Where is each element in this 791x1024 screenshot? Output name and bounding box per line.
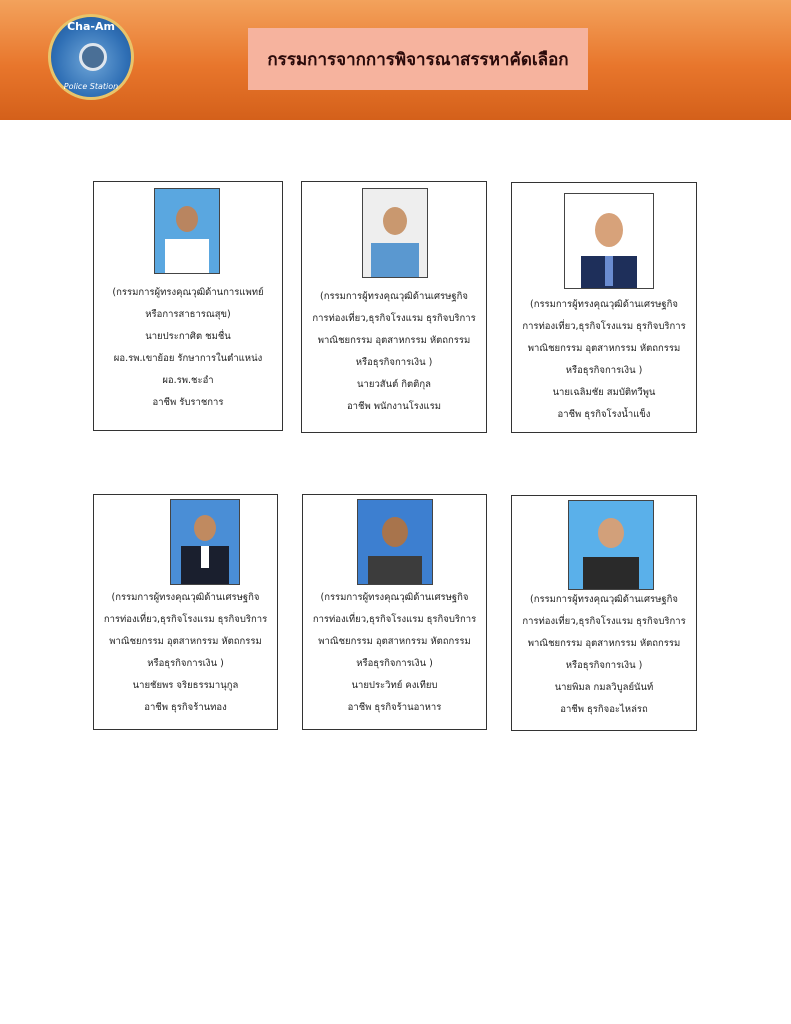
member-occupation: อาชีพ ธุรกิจอะไหล่รถ <box>560 704 648 715</box>
member-role: หรือธุรกิจการเงิน ) <box>565 660 643 671</box>
member-occupation: อาชีพ รับราชการ <box>152 397 224 408</box>
member-role: พาณิชยกรรม อุตสาหกรรม หัตถกรรม <box>527 638 681 649</box>
logo-text-top: Cha-Am <box>67 20 115 33</box>
steering-wheel-icon <box>79 43 107 71</box>
member-role: (กรรมการผู้ทรงคุณวุฒิด้านเศรษฐกิจ <box>320 291 468 302</box>
member-role: หรือธุรกิจการเงิน ) <box>355 357 433 368</box>
member-card <box>93 494 278 730</box>
member-name: นายประกาศิต ชมชื่น <box>145 331 231 342</box>
member-role: (กรรมการผู้ทรงคุณวุฒิด้านการแพทย์ <box>112 287 264 298</box>
member-name: นายประวิทย์ คงเทียบ <box>351 680 438 691</box>
page-title: กรรมการจากการพิจารณาสรรหาคัดเลือก <box>267 49 569 70</box>
member-role: หรือธุรกิจการเงิน ) <box>356 658 433 669</box>
member-role: (กรรมการผู้ทรงคุณวุฒิด้านเศรษฐกิจ <box>111 592 260 603</box>
member-role: พาณิชยกรรม อุตสาหกรรม หัตถกรรม <box>527 343 681 354</box>
member-role: หรือการสาธารณสุข) <box>145 309 231 320</box>
member-role: การท่องเที่ยว,ธุรกิจโรงแรม ธุรกิจบริการ <box>522 321 686 332</box>
member-role: พาณิชยกรรม อุตสาหกรรม หัตถกรรม <box>317 335 471 346</box>
member-photo <box>357 499 433 585</box>
member-name: นายชัยพร จริยธรรมานุกูล <box>132 680 239 691</box>
member-card <box>302 494 487 730</box>
logo-text-bottom: Police Station <box>63 82 119 91</box>
member-role: หรือธุรกิจการเงิน ) <box>565 365 643 376</box>
member-photo <box>564 193 654 289</box>
member-role: การท่องเที่ยว,ธุรกิจโรงแรม ธุรกิจบริการ <box>522 616 686 627</box>
member-card <box>93 181 283 431</box>
member-role: การท่องเที่ยว,ธุรกิจโรงแรม ธุรกิจบริการ <box>103 614 268 625</box>
title-banner <box>248 28 588 90</box>
page-header <box>0 0 791 120</box>
member-card <box>511 182 697 433</box>
member-role: (กรรมการผู้ทรงคุณวุฒิด้านเศรษฐกิจ <box>530 299 678 310</box>
member-occupation: อาชีพ ธุรกิจร้านอาหาร <box>347 702 442 713</box>
member-position: ผอ.รพ.เขาย้อย รักษาการในตำแหน่ง <box>113 353 263 364</box>
member-card <box>301 181 487 433</box>
member-occupation: อาชีพ ธุรกิจร้านทอง <box>144 702 227 713</box>
member-photo <box>170 499 240 585</box>
member-role: (กรรมการผู้ทรงคุณวุฒิด้านเศรษฐกิจ <box>530 594 678 605</box>
member-occupation: อาชีพ พนักงานโรงแรม <box>346 401 442 412</box>
member-photo <box>568 500 654 590</box>
member-role: หรือธุรกิจการเงิน ) <box>147 658 224 669</box>
member-role: (กรรมการผู้ทรงคุณวุฒิด้านเศรษฐกิจ <box>320 592 469 603</box>
member-photo <box>362 188 428 278</box>
member-role: พาณิชยกรรม อุตสาหกรรม หัตถกรรม <box>318 636 471 647</box>
member-role: พาณิชยกรรม อุตสาหกรรม หัตถกรรม <box>109 636 262 647</box>
member-card <box>511 495 697 731</box>
member-name: นายพิมล กมลวิบูลย์นันท์ <box>554 682 654 693</box>
member-role: การท่องเที่ยว,ธุรกิจโรงแรม ธุรกิจบริการ <box>312 614 477 625</box>
member-name: นายเฉลิมชัย สมบัติทวีพูน <box>552 387 656 398</box>
member-position: ผอ.รพ.ชะอำ <box>162 375 214 386</box>
member-name: นายวสันต์ กิตติกุล <box>357 379 431 390</box>
member-photo <box>154 188 220 274</box>
police-station-logo <box>48 14 134 100</box>
member-role: การท่องเที่ยว,ธุรกิจโรงแรม ธุรกิจบริการ <box>312 313 476 324</box>
member-occupation: อาชีพ ธุรกิจโรงน้ำแข็ง <box>557 409 651 420</box>
